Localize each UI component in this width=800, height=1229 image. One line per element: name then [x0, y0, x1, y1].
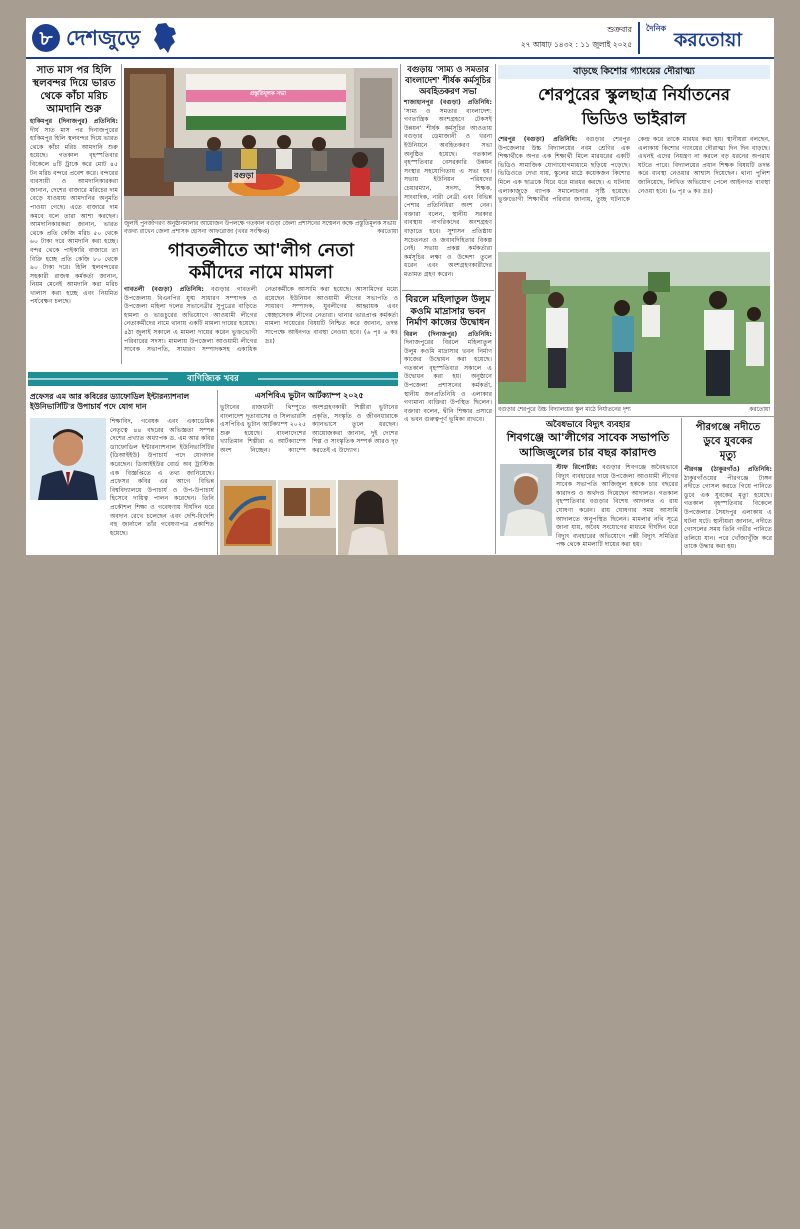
article-shibganj-text: বগুড়ার শিবগঞ্জে অবৈধভাবে বিদ্যুৎ ব্যবহারের দায়ে উপজেলা আওয়ামী লীগের সাবেক সভাপতি আজিজুল হককে চার বছরের কারাদণ্ড ও অর্থদণ্ড দিয়েছেন আদালত। গতকাল বৃহস্পতিবার বগুড়ার বিশেষ আদালত এ রায় ঘোষণা করেন। রায় ঘোষণার সময় আসামি আদালতে অনুপস্থিত ছিলেন। মামলার নথি সূত্রে জানা যায়, অবৈধ সংযোগের মাধ্যমে দীর্ঘদিন ধরে বিদ্যুৎ ব্যবহারের অভিযোগে পল্লী বিদ্যুৎ সমিতির পক্ষ থেকে মামলাটি দায়ের করা হয়। [556, 464, 678, 549]
article-shibganj-body [556, 464, 678, 554]
section-rule [496, 416, 774, 417]
artcamp-hall-image [278, 480, 336, 555]
artcamp-painting-image [220, 480, 276, 555]
article-shibganj-kicker: অবৈধভাবে বিদ্যুৎ ব্যবহার [545, 419, 631, 429]
article-samya-headline: বগুড়ায় 'সাম্য ও সমতার বাংলাদেশ' শীর্ষক কর্মসূচির অবহিতকরণ সভা [405, 64, 491, 96]
article-samya-dateline: শাজাহানপুর (বগুড়া) প্রতিনিধি: [404, 99, 492, 106]
photo-meeting-credit: করতোয়া [377, 228, 398, 235]
article-sherpur-text: বগুড়ার শেরপুর উপজেলার উচ্চ বিদ্যালয়ের নবম শ্রেণির এক শিক্ষার্থীকে অপর এক শিক্ষার্থী মিলে মারধরের একটি ভিডিও সামাজিক যোগাযোগমাধ্যমে ছড়িয়ে পড়েছে। ভিডিওতে দেখা যায়, স্কুলের মাঠে কয়েকজন কিশোর মিলে এক ছাত্রকে ঘিরে ধরে মারধর করছে। এ ঘটনায় এলাকাজুড়ে ব্যাপক সমালোচনার সৃষ্টি হয়েছে। ভুক্তভোগী শিক্ষার্থীর পরিবার জানায়, তুচ্ছ ঘটনাকে কেন্দ্র করে তাকে মারধর করা হয়। স্থানীয়রা বলছেন, এলাকায় কিশোর গ্যাংয়ের দৌরাত্ম্য দিন দিন বাড়ছে। এখনই এদের নিয়ন্ত্রণ না করলে বড় ধরনের অপরাধ ঘটতে পারে। বিদ্যালয়ের প্রধান শিক্ষক বিষয়টি তদন্ত করে ব্যবস্থা নেওয়ার আশ্বাস দিয়েছেন। থানা পুলিশ জানিয়েছে, লিখিত অভিযোগ পেলে আইনগত ব্যবস্থা নেওয়া হবে। [498, 136, 770, 204]
photo-artcamp-1 [220, 480, 276, 555]
article-gabtali-dateline: গাবতলী (বগুড়া) প্রতিনিধি: [124, 286, 204, 293]
article-sherpur-body [498, 136, 770, 250]
article-sherpur-kicker-bar [498, 65, 770, 79]
photo-professor [30, 418, 106, 500]
article-sherpur-dateline: শেরপুর (বগুড়া) প্রতিনিধি: [498, 136, 578, 143]
article-pirganj-text: ঠাকুরগাঁওয়ের পীরগঞ্জে টাঙ্গন নদীতে গোসল করতে গিয়ে পানিতে ডুবে এক যুবকের মৃত্যু হয়েছে। গতকাল বৃহস্পতিবার বিকেলে উপজেলার সৈয়দপুর এলাকায় এ ঘটনা ঘটে। স্থানীয়রা জানান, নদীতে গোসলের সময় তিনি গভীর পানিতে তলিয়ে যান। পরে খোঁজাখুঁজি করে তাকে উদ্ধার করা হয়। [684, 474, 772, 551]
article-gabtali-continuation: (৬ পৃঃ ৬ কঃ দ্রঃ) [265, 328, 398, 345]
masthead [26, 18, 774, 58]
article-samya-text: 'সাম্য ও সমতার বাংলাদেশ: গণতান্ত্রিক অংশগ্রহণে টেকসই উন্নয়ন' শীর্ষক কর্মসূচির আওতায় বগুড়ার ডেমাজানী ও খরনা ইউনিয়নে অবহিতকরণ সভা অনুষ্ঠিত হয়েছে। গতকাল বৃহস্পতিবার বেসরকারি উন্নয়ন সংস্থার সহযোগিতায় এ সভা হয়। সভায় ইউনিয়ন পরিষদের চেয়ারম্যান, সদস্য, শিক্ষক, সাংবাদিক, নারী নেত্রী এবং বিভিন্ন পেশার প্রতিনিধিরা অংশ নেন। বক্তারা বলেন, স্থানীয় সরকার ব্যবস্থায় নাগরিকদের অংশগ্রহণ বাড়াতে হবে। সুশাসন প্রতিষ্ঠায় সচেতনতা ও জবাবদিহিতার বিকল্প নেই। সভায় প্রকল্প কর্মকর্তারা কর্মসূচির লক্ষ্য ও উদ্দেশ্য তুলে ধরেন এবং অংশগ্রহণকারীদের মতামত গ্রহণ করেন। [404, 107, 492, 278]
masthead-divider [638, 22, 640, 54]
photo-meeting [124, 68, 398, 220]
page-number-badge: ৮ [32, 24, 60, 52]
schoolyard-assault-image [498, 252, 770, 404]
article-chili-body [30, 118, 118, 307]
article-sherpur-headline-line2: ভিডিও ভাইরাল [581, 108, 687, 128]
section-banijjik-title: বাণিজ্যিক খবর [168, 372, 258, 386]
article-gabtali-headline-line2: কর্মীদের নামে মামলা [189, 262, 333, 283]
article-pirganj-body [684, 466, 772, 554]
article-chili [30, 64, 118, 307]
article-chili-text: দীর্ঘ সাত মাস পর দিনাজপুরের হাকিমপুর হিলি স্থলবন্দর দিয়ে ভারত থেকে কাঁচা মরিচ আমদানি শুরু হয়েছে। গতকাল বৃহস্পতিবার বিকেলে ৪টি ট্রাকে করে মোট ৪৫ টন মরিচ বন্দরে প্রবেশ করে। বন্দরের ব্যবসায়ী ও আমদানিকারকরা জানান, দেশের বাজারে মরিচের দাম বেড়ে যাওয়ায় আমদানির অনুমতি পাওয়া গেছে। এতে বাজারে দাম কমবে বলে তারা আশা করছেন। আমদানিকারকরা জানান, ভারত থেকে প্রতি কেজি মরিচ ৫০ থেকে ৬০ টাকা দরে আমদানি করা হচ্ছে। বন্দর থেকে পাইকারি বাজারে তা বিক্রি হচ্ছে প্রতি কেজি ৮০ থেকে ৯০ টাকা দরে। হিলি স্থলবন্দরের সহকারী রাজস্ব কর্মকর্তা জানান, নিয়ম মেনেই আমদানি করা মরিচ খালাস করা হচ্ছে এবং নিয়মিত পর্যবেক্ষণ চলছে। [30, 126, 118, 306]
masthead-rule [26, 57, 774, 59]
photo-overlay-label: বগুড়া [232, 170, 256, 183]
column-rule [495, 64, 496, 554]
paper-prefix: দৈনিক [646, 24, 667, 33]
photo-sherpur-credit: করতোয়া [749, 407, 770, 413]
article-madrasa-headline-line2: কওমি মাদ্রাসার ভবন [410, 305, 486, 317]
article-chili-headline: সাত মাস পর হিলি স্থলবন্দর দিয়ে ভারত থেকে কাঁচা মরিচ আমদানি শুরু [32, 64, 116, 115]
bangladesh-map-icon [152, 22, 178, 54]
article-shibganj-headline-line2: আজিজুলের চার বছর কারাদণ্ড [519, 445, 657, 459]
photo-artcamp-3 [338, 480, 398, 555]
newspaper-page [26, 18, 774, 555]
article-professor-body [110, 418, 214, 553]
paper-name: করতোয়া [674, 29, 742, 51]
column-rule [121, 64, 122, 364]
article-madrasa-body [404, 331, 492, 543]
aziz-portrait-image [500, 464, 552, 536]
photo-sherpur-caption: বগুড়ার শেরপুরে উচ্চ বিদ্যালয়ের স্কুল মাঠে নির্যাতনের দৃশ্য করতোয়া [498, 407, 770, 413]
photo-meeting-caption: জুলাই পুনর্জাগরণ অনুষ্ঠানমালার আয়োজন উপলক্ষে গতকাল বগুড়া জেলা প্রশাসনের সম্মেলন কক্ষে প্রস্তুতিমূলক সভায় বক্তব্য রাখেন জেলা প্রশাসক হোসনা আফরোজা (খবর সংক্ষিপ্ত) করতোয়া [124, 221, 398, 235]
section-rule [402, 290, 494, 291]
day-label: শুক্রবার [607, 25, 632, 34]
column-rule [681, 418, 682, 555]
article-gabtali-text: বগুড়ার গাবতলী উপজেলায় বিএনপির যুগ্ম সাধারণ সম্পাদক ও উপজেলা মহিলা দলের সভানেত্রীর সুপুত্রের বাড়িতে হামলা ও ভাঙচুরের অভিযোগে আওয়ামী লীগের নেতাকর্মীদের নামে থানায় একটি মামলা দায়ের হয়েছে। ৪ঠা জুলাই সকালে এ মামলা দায়ের করেন ভুক্তভোগী পরিবারের সদস্য। মামলায় উপজেলা আওয়ামী লীগের সাবেক সভাপতি, সাধারণ সম্পাদকসহ একাধিক নেতাকর্মীকে আসামি করা হয়েছে। আসামিদের মধ্যে রয়েছেন ইউনিয়ন আওয়ামী লীগের সভাপতি ও সাধারণ সম্পাদক, যুবলীগের আহ্বায়ক এবং স্বেচ্ছাসেবক লীগের নেতারা। থানার ভারপ্রাপ্ত কর্মকর্তা মামলা দায়েরের বিষয়টি নিশ্চিত করে জানান, তদন্ত সাপেক্ষে আইনগত ব্যবস্থা নেওয়া হবে। [124, 286, 398, 354]
article-samya [404, 64, 492, 278]
article-madrasa-headline-line1: বিরলে মহিলাতুল উলুম [405, 294, 491, 305]
article-shibganj-dateline: স্টাফ রিপোর্টার: [556, 464, 598, 471]
photo-shibganj [500, 464, 552, 536]
article-professor [30, 392, 214, 412]
article-pirganj-dateline: পীরগঞ্জ (ঠাকুরগাঁও) প্রতিনিধি: [684, 466, 772, 473]
article-madrasa-dateline: বিরল (দিনাজপুর) প্রতিনিধি: [404, 330, 492, 338]
article-shibganj [498, 419, 678, 460]
article-shibganj-headline-line1: শিবগঞ্জে আ'লীগের সাবেক সভাপতি [506, 430, 670, 444]
article-sherpur-kicker: বাড়ছে কিশোর গ্যাংয়ের দৌরাত্ম্য [573, 66, 695, 77]
article-pirganj-headline-line2: ডুবে যুবকের [703, 435, 753, 447]
article-sp-text: ভুটানের রাজধানী থিম্পুতে বাংলাদেশ দূতাবাসের ও সিলভারসি এসপিবিএ ভুটান আর্টক্যাম্প ২০২৫ শুরু হয়েছে। বাংলাদেশের খ্যাতিমান শিল্পীরা এ আর্টক্যাম্পে অংশ নিচ্ছেন। ক্যাম্পে অংশগ্রহণকারী শিল্পীরা ভুটানের প্রকৃতি, সংস্কৃতি ও জীবনধারাকে ক্যানভাসে তুলে ধরছেন। আয়োজকরা জানান, দুই দেশের শিল্প ও সাংস্কৃতিক সম্পর্ক আরও দৃঢ় করতেই এ উদ্যোগ। [220, 404, 398, 454]
photo-artcamp-2 [278, 480, 336, 555]
article-samya-body [404, 99, 492, 278]
article-gabtali-body [124, 286, 398, 362]
article-gabtali-headline-line1: গাবতলীতে আ'লীগ নেতা [167, 240, 354, 261]
photo-banner-title: প্রস্তুতিমূলক সভা [249, 91, 286, 97]
article-gabtali-headline [124, 240, 398, 284]
article-professor-text: শিক্ষাবিদ, গবেষক এবং একাডেমিক নেতৃত্বে ৪৪ বছরের অভিজ্ঞতা সম্পন্ন দেশের প্রখ্যাত অধ্যাপক ড. এম আর কবির ড্যাফোডিল ইন্টারন্যাশনাল ইউনিভার্সিটির (ডিআইইউ) উপাচার্য পদে যোগদান করেছেন। ডিআইইউর বোর্ড অব ট্রাস্টিজ এক বিজ্ঞপ্তিতে এ তথ্য জানিয়েছে। প্রফেসর কবির এর আগে বিভিন্ন বিশ্ববিদ্যালয়ে উপাচার্য ও উপ-উপাচার্য হিসেবে দায়িত্ব পালন করেছেন। তিনি প্রকৌশল শিক্ষা ও গবেষণায় দীর্ঘদিন ধরে অবদান রেখে চলেছেন এবং দেশি-বিদেশি বহু জার্নালে তাঁর গবেষণাপত্র প্রকাশিত হয়েছে। [110, 418, 214, 537]
column-rule [217, 390, 218, 555]
article-sherpur-continuation: (৬ পৃঃ ৬ কঃ দ্রঃ) [669, 187, 713, 195]
professor-portrait-image [30, 418, 106, 500]
section-name: দেশজুড়ে [66, 25, 141, 50]
artcamp-artist-image [338, 480, 398, 555]
article-professor-headline: প্রফেসর এম আর কবিরের ড্যাফোডিল ইন্টারন্যাশনাল ইউনিভার্সিটি'র উপাচার্য পদে যোগ দান [30, 392, 190, 411]
article-madrasa-text: দিনাজপুরের বিরলে মহিলাতুল উলুম কওমি মাদ্রাসার ভবন নির্মাণ কাজের উদ্বোধন করা হয়েছে। গতকাল বৃহস্পতিবার সকালে এ উদ্বোধন করা হয়। অনুষ্ঠানে উপজেলা প্রশাসনের কর্মকর্তা, স্থানীয় জনপ্রতিনিধি ও এলাকার গণ্যমান্য ব্যক্তিরা উপস্থিত ছিলেন। বক্তারা বলেন, দ্বীনি শিক্ষার প্রসারে এ ভবন গুরুত্বপূর্ণ ভূমিকা রাখবে। [404, 339, 492, 424]
article-sp-headline: এসপিবিএ ভুটান আর্টক্যাম্প ২০২৫ [254, 391, 364, 400]
column-rule [400, 64, 401, 364]
article-madrasa [404, 294, 492, 543]
photo-sherpur [498, 252, 770, 404]
article-madrasa-headline-line3: নির্মাণ কাজের উদ্বোধন [406, 317, 490, 328]
article-sherpur-headline-line1: শেরপুরের স্কুলছাত্র নির্যাতনের [538, 84, 730, 104]
article-pirganj-headline-line1: পীরগঞ্জে নদীতে [695, 421, 761, 433]
section-banijjik-banner [28, 372, 398, 386]
article-sp-body [220, 404, 398, 478]
article-sherpur-headline [498, 82, 770, 130]
article-pirganj-headline-line3: মৃত্যু [719, 449, 737, 461]
article-pirganj-headline [684, 420, 772, 462]
article-madrasa-headline [404, 294, 492, 329]
date-label: ২৭ আষাঢ় ১৪৩২ : ১১ জুলাই ২০২৫ [520, 40, 632, 49]
article-chili-dateline: হাকিমপুর (দিনাজপুর) প্রতিনিধি: [30, 118, 118, 125]
